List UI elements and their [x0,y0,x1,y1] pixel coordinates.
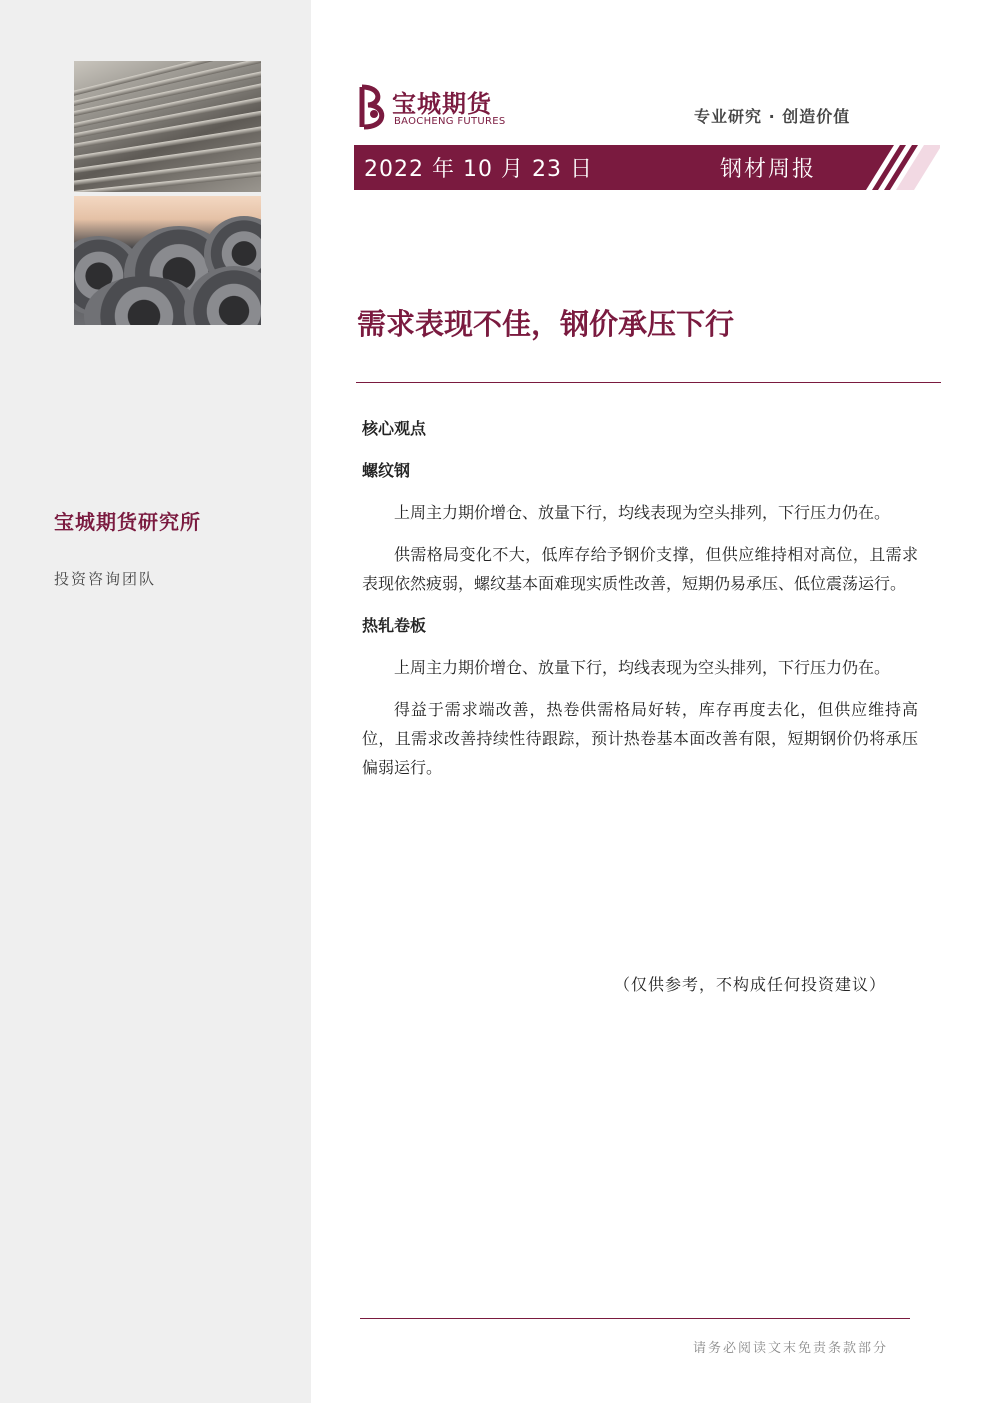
report-body [362,414,918,795]
rebar-paragraph-1: 上周主力期价增仓、放量下行，均线表现为空头排列，下行压力仍在。 [394,503,891,522]
sidebar [0,0,311,1403]
brand-name-cn: 宝城期货 [392,89,492,118]
hrc-heading: 热轧卷板 [362,616,427,635]
rebar-paragraph-2: 供需格局变化不大，低库存给予钢价支撑，但供应维持相对高位，且需求表现依然疲弱，螺纹基本面难现实质性改善，短期仍易承压、低位震荡运行。 [362,545,918,593]
footer-divider [360,1318,910,1319]
steel-rebar-photo [74,61,261,192]
institute-name: 宝城期货研究所 [54,510,201,534]
steel-coil-photo [74,196,261,325]
brand-slogan: 专业研究 · 创造价值 [694,107,851,126]
disclaimer: （仅供参考，不构成任何投资建议） [614,975,887,994]
hrc-paragraph-2: 得益于需求端改善，热卷供需格局好转，库存再度去化，但供应维持高位，且需求改善持续性待跟踪，预计热卷基本面改善有限，短期钢价仍将承压偏弱运行。 [362,700,918,777]
page-title: 需求表现不佳，钢价承压下行 [357,307,735,341]
core-view-heading: 核心观点 [362,419,427,438]
divider [356,382,941,383]
rebar-heading: 螺纹钢 [362,461,411,480]
hrc-paragraph-1: 上周主力期价增仓、放量下行，均线表现为空头排列，下行压力仍在。 [394,658,891,677]
report-type: 钢材周报 [720,157,817,182]
brand-logo [356,84,526,130]
report-date: 2022 年 10 月 23 日 [364,157,593,182]
footer-note: 请务必阅读文末免责条款部分 [693,1341,889,1356]
logo-mark-icon [356,84,390,130]
team-name: 投资咨询团队 [54,570,157,588]
brand-name-en: BAOCHENG FUTURES [394,116,506,127]
